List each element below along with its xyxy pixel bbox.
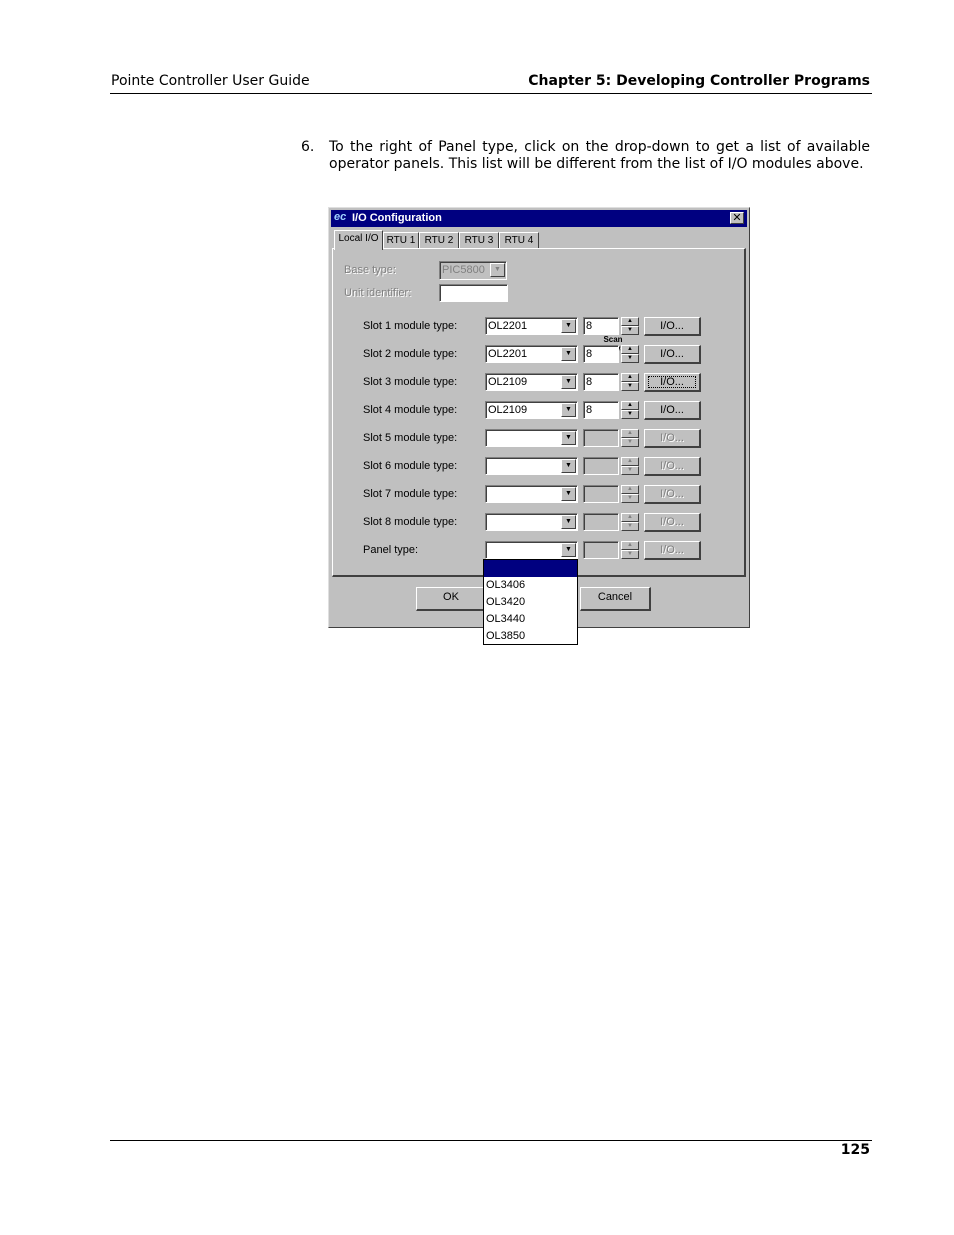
step-number: 6.: [301, 139, 315, 155]
slot-4-scan-interval-input[interactable]: 8: [583, 401, 619, 419]
panel-scan-interval-spinner: [621, 541, 639, 559]
slot-7-module-combo[interactable]: [485, 485, 578, 503]
step-text: To the right of Panel type, click on the drop-down to get a list of available operator panels. This list will be different from the list of I/O modules above.: [329, 139, 870, 172]
slot-1-label: Slot 1 module type:: [363, 320, 458, 332]
slot-1-io-button[interactable]: I/O...: [644, 317, 701, 336]
dialog-title: I/O Configuration: [352, 212, 442, 224]
slot-8-scan-interval-input: [583, 513, 619, 531]
spin-up-icon: ▲: [621, 513, 639, 522]
spin-up-icon: ▲: [621, 541, 639, 550]
dropdown-option-blank[interactable]: [484, 560, 577, 577]
chevron-down-icon[interactable]: ▼: [561, 319, 576, 333]
slot-5-scan-interval-input: [583, 429, 619, 447]
slot-1-scan-interval-input[interactable]: 8: [583, 317, 619, 335]
dialog-titlebar[interactable]: [331, 210, 747, 227]
running-header-title: Pointe Controller User Guide: [111, 73, 310, 89]
slot-3-module-combo[interactable]: OL2109 ▼: [485, 373, 578, 391]
running-header-chapter: Chapter 5: Developing Controller Programs: [528, 73, 870, 89]
slot-3-scan-interval-input[interactable]: 8: [583, 373, 619, 391]
slot-7-io-button: I/O...: [644, 485, 701, 504]
local-io-panel: [332, 248, 746, 577]
panel-type-dropdown-list[interactable]: [483, 559, 578, 645]
slot-4-module-combo[interactable]: OL2109 ▼: [485, 401, 578, 419]
spin-down-icon[interactable]: ▼: [621, 326, 639, 335]
chevron-down-icon: ▼: [490, 263, 505, 277]
slot-2-module-combo[interactable]: OL2201 ▼: [485, 345, 578, 363]
chevron-down-icon[interactable]: ▼: [561, 375, 576, 389]
slot-8-module-combo[interactable]: [485, 513, 578, 531]
dropdown-option[interactable]: OL3440: [486, 613, 526, 625]
chevron-down-icon[interactable]: ▼: [561, 487, 576, 501]
slot-6-module-combo[interactable]: [485, 457, 578, 475]
panel-type-label: Panel type:: [363, 544, 419, 556]
slot-8-label: Slot 8 module type:: [363, 516, 458, 528]
dropdown-option[interactable]: OL3420: [486, 596, 526, 608]
unit-identifier-label: Unit identifier:: [344, 287, 412, 299]
slot-4-label: Slot 4 module type:: [363, 404, 458, 416]
tab-rtu-2[interactable]: RTU 2: [419, 232, 459, 249]
chevron-down-icon[interactable]: ▼: [561, 515, 576, 529]
slot-7-label: Slot 7 module type:: [363, 488, 458, 500]
tab-rtu-4[interactable]: RTU 4: [499, 232, 539, 249]
slot-8-io-button: I/O...: [644, 513, 701, 532]
spin-up-icon[interactable]: ▲: [621, 373, 639, 382]
spin-down-icon: ▼: [621, 466, 639, 475]
tab-rtu-1[interactable]: RTU 1: [383, 232, 419, 249]
base-type-label: Base type:: [344, 264, 396, 276]
slot-2-scan-interval-input[interactable]: 8: [583, 345, 619, 363]
close-button[interactable]: [730, 212, 744, 224]
slot-1-module-combo[interactable]: OL2201 ▼: [485, 317, 578, 335]
spin-up-icon[interactable]: ▲: [621, 401, 639, 410]
page-number: 125: [840, 1142, 870, 1158]
spin-up-icon: ▲: [621, 429, 639, 438]
tab-rtu-3[interactable]: RTU 3: [459, 232, 499, 249]
scan-interval-header: Scan: [603, 335, 623, 344]
slot-1-scan-interval-spinner[interactable]: [621, 317, 639, 335]
spin-down-icon: ▼: [621, 438, 639, 447]
spin-down-icon[interactable]: ▼: [621, 354, 639, 363]
close-icon: ✕: [732, 212, 742, 224]
slot-4-scan-interval-spinner[interactable]: [621, 401, 639, 419]
panel-scan-interval-input: [583, 541, 619, 559]
header-rule: [110, 93, 872, 94]
slot-6-io-button: I/O...: [644, 457, 701, 476]
slot-7-scan-interval-input: [583, 485, 619, 503]
spin-down-icon[interactable]: ▼: [621, 382, 639, 391]
slot-2-scan-interval-spinner[interactable]: [621, 345, 639, 363]
slot-6-scan-interval-spinner: [621, 457, 639, 475]
app-icon: ec: [334, 211, 347, 223]
panel-io-button: I/O...: [644, 541, 701, 560]
base-type-combo: PIC5800 ▼: [439, 261, 507, 280]
chevron-down-icon[interactable]: ▼: [561, 543, 576, 557]
dropdown-option[interactable]: OL3850: [486, 630, 526, 642]
panel-type-combo[interactable]: [485, 541, 578, 559]
spin-up-icon: ▲: [621, 457, 639, 466]
slot-6-scan-interval-input: [583, 457, 619, 475]
tab-local-io[interactable]: Local I/O: [334, 230, 383, 250]
slot-3-io-button[interactable]: I/O...: [644, 373, 701, 392]
slot-5-io-button: I/O...: [644, 429, 701, 448]
dropdown-option[interactable]: OL3406: [486, 579, 526, 591]
spin-down-icon: ▼: [621, 550, 639, 559]
footer-rule: [110, 1140, 872, 1141]
slot-3-scan-interval-spinner[interactable]: [621, 373, 639, 391]
slot-8-scan-interval-spinner: [621, 513, 639, 531]
chevron-down-icon[interactable]: ▼: [561, 459, 576, 473]
spin-down-icon: ▼: [621, 522, 639, 531]
slot-5-label: Slot 5 module type:: [363, 432, 458, 444]
chevron-down-icon[interactable]: ▼: [561, 403, 576, 417]
spin-up-icon[interactable]: ▲: [621, 345, 639, 354]
spin-down-icon[interactable]: ▼: [621, 410, 639, 419]
slot-5-module-combo[interactable]: [485, 429, 578, 447]
spin-down-icon: ▼: [621, 494, 639, 503]
chevron-down-icon[interactable]: ▼: [561, 347, 576, 361]
slot-7-scan-interval-spinner: [621, 485, 639, 503]
slot-6-label: Slot 6 module type:: [363, 460, 458, 472]
spin-up-icon[interactable]: ▲: [621, 317, 639, 326]
slot-5-scan-interval-spinner: [621, 429, 639, 447]
ok-button[interactable]: OK: [416, 587, 487, 611]
cancel-button[interactable]: Cancel: [580, 587, 651, 611]
chevron-down-icon[interactable]: ▼: [561, 431, 576, 445]
slot-3-label: Slot 3 module type:: [363, 376, 458, 388]
slot-2-io-button[interactable]: I/O...: [644, 345, 701, 364]
spin-up-icon: ▲: [621, 485, 639, 494]
slot-2-label: Slot 2 module type:: [363, 348, 458, 360]
slot-4-io-button[interactable]: I/O...: [644, 401, 701, 420]
unit-identifier-input[interactable]: [439, 284, 508, 302]
